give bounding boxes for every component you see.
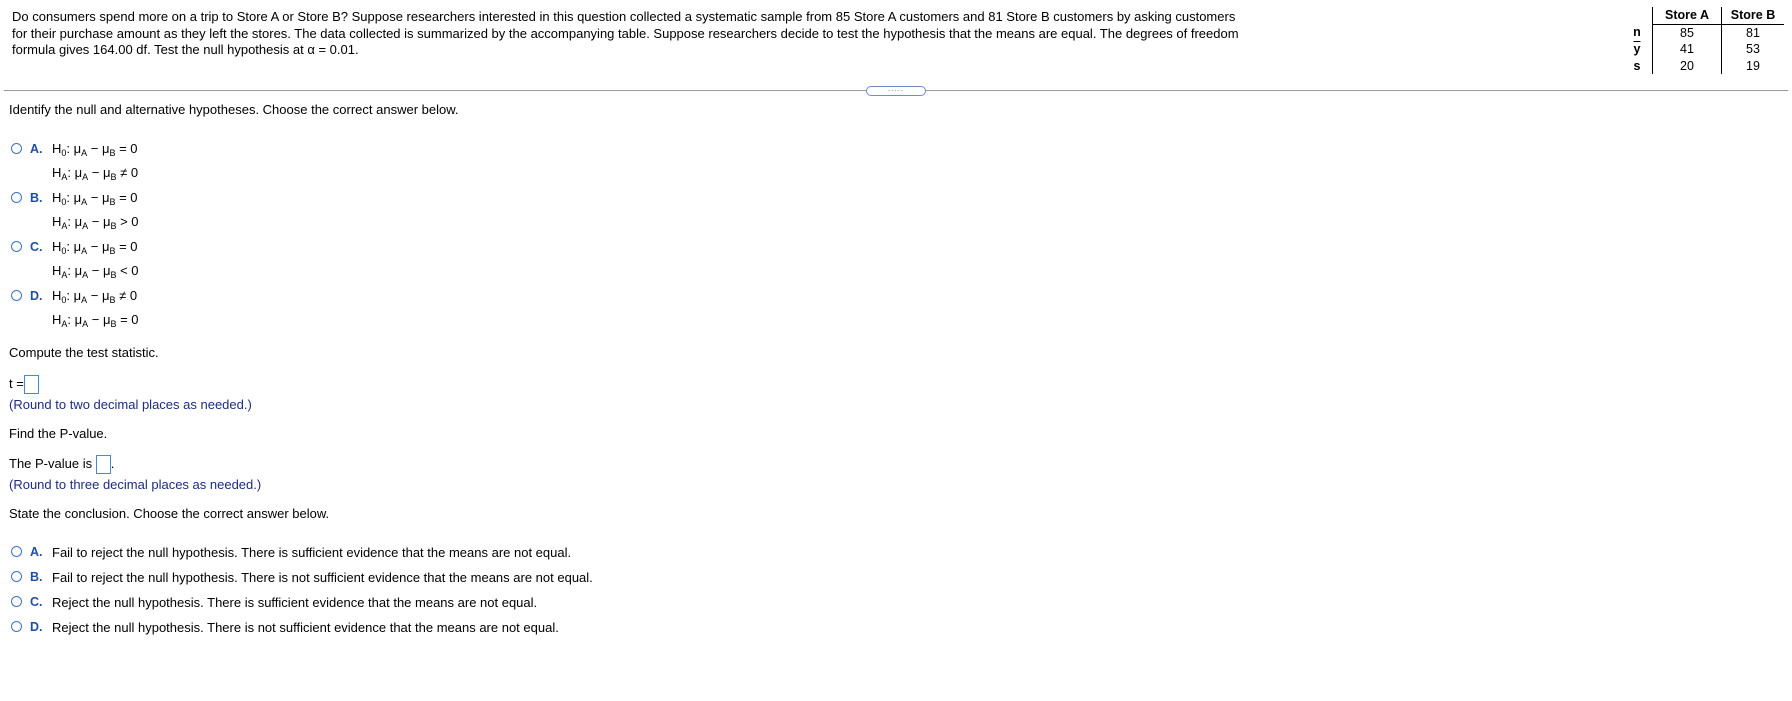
option-letter: A. <box>30 545 43 559</box>
header-store-a: Store A <box>1653 7 1722 24</box>
option-letter: D. <box>30 289 43 303</box>
p-value-input[interactable] <box>96 455 111 474</box>
option-letter: D. <box>30 620 43 634</box>
option-letter: B. <box>30 570 43 584</box>
alt-relation: < 0 <box>120 263 139 278</box>
q2-hint: (Round to two decimal places as needed.) <box>9 397 252 412</box>
problem-statement: Do consumers spend more on a trip to Store A or Store B? Suppose researchers interested in this question collected a systematic sample from 85 Store A customers and 81 Store B customers by asking customers for their purchase amount as they left the stores. The data collected is summarized by the accompanying table. Suppose researchers decide to test the hypothesis that the means are equal. The degrees of freedom formula gives 164.00 df. Test the null hypothesis at α = 0.01. <box>12 9 1239 57</box>
alt-relation: ≠ 0 <box>120 165 139 180</box>
summary-table <box>1622 7 1784 74</box>
t-stat-input[interactable] <box>24 375 39 394</box>
table-row <box>1622 41 1784 58</box>
option-letter: C. <box>30 595 43 609</box>
cell-b-s: 19 <box>1746 58 1760 73</box>
null-relation: = 0 <box>119 190 138 205</box>
t-stat-row <box>9 375 39 394</box>
q1-option-a[interactable] <box>11 142 138 187</box>
alt-relation: = 0 <box>120 312 139 327</box>
header-store-b: Store B <box>1722 7 1785 24</box>
cell-a-n: 85 <box>1653 24 1722 41</box>
q3-hint: (Round to three decimal places as needed.) <box>9 477 262 492</box>
radio-circle-icon[interactable] <box>11 143 22 154</box>
row-label-s: s <box>1622 58 1653 75</box>
q3-prompt: Find the P-value. <box>9 426 108 441</box>
q4-option-b[interactable] <box>11 570 593 585</box>
p-value-label: The P-value is <box>9 455 93 471</box>
q2-prompt: Compute the test statistic. <box>9 345 159 360</box>
q4-option-d[interactable] <box>11 620 559 635</box>
row-label-ybar: $\overline{y}$ <box>1622 41 1653 58</box>
null-relation: ≠ 0 <box>119 288 138 303</box>
q1-option-c[interactable] <box>11 240 139 285</box>
hypothesis-pair <box>52 237 139 285</box>
divider-grip-handle[interactable]: ..... <box>866 86 926 96</box>
radio-circle-icon[interactable] <box>11 290 22 301</box>
table-header-row <box>1622 7 1784 24</box>
hypothesis-pair <box>52 139 138 187</box>
radio-circle-icon[interactable] <box>11 241 22 252</box>
table-row <box>1622 58 1784 75</box>
option-letter: B. <box>30 191 43 205</box>
null-hypothesis: $H_0$: $\mu_A - \mu_B = 0$ <box>52 190 138 207</box>
hypothesis-pair <box>52 286 139 334</box>
radio-circle-icon[interactable] <box>11 192 22 203</box>
alt-hypothesis: $H_A$: $\mu_A - \mu_B < 0$ <box>52 263 139 280</box>
cell-a-s: 20 <box>1653 58 1722 75</box>
option-letter: A. <box>30 142 43 156</box>
option-text: Fail to reject the null hypothesis. There is sufficient evidence that the means are not equal. <box>52 545 572 560</box>
p-value-suffix: . <box>110 455 115 471</box>
radio-circle-icon[interactable] <box>11 596 22 607</box>
cell-a-ybar: 41 <box>1653 41 1722 58</box>
alt-hypothesis: $H_A$: $\mu_A - \mu_B = 0$ <box>52 312 139 329</box>
table-corner <box>1622 7 1653 24</box>
option-text: Reject the null hypothesis. There is sufficient evidence that the means are not equal. <box>52 595 538 610</box>
null-relation: = 0 <box>119 141 138 156</box>
null-relation: = 0 <box>119 239 138 254</box>
hypothesis-pair <box>52 188 139 236</box>
radio-circle-icon[interactable] <box>11 621 22 632</box>
q1-option-b[interactable] <box>11 191 139 236</box>
option-text: Reject the null hypothesis. There is not sufficient evidence that the means are not equal. <box>52 620 559 635</box>
radio-circle-icon[interactable] <box>11 546 22 557</box>
row-label-n: n <box>1622 24 1653 41</box>
p-value-row <box>9 455 114 474</box>
cell-b-n: 81 <box>1746 25 1760 40</box>
q4-prompt: State the conclusion. Choose the correct answer below. <box>9 506 330 521</box>
alt-hypothesis: $H_A$: $\mu_A - \mu_B \ne 0$ <box>52 165 139 182</box>
alt-relation: > 0 <box>120 214 139 229</box>
option-text: Fail to reject the null hypothesis. There is not sufficient evidence that the means are not equal. <box>52 570 593 585</box>
table-row <box>1622 24 1784 41</box>
option-letter: C. <box>30 240 43 254</box>
q1-option-d[interactable] <box>11 289 139 334</box>
q4-option-c[interactable] <box>11 595 537 610</box>
t-stat-label: t = <box>9 375 24 391</box>
alt-hypothesis: $H_A$: $\mu_A - \mu_B > 0$ <box>52 214 139 231</box>
null-hypothesis: $H_0$: $\mu_A - \mu_B \ne 0$ <box>52 288 138 305</box>
q1-prompt: Identify the null and alternative hypotheses. Choose the correct answer below. <box>9 102 459 117</box>
radio-circle-icon[interactable] <box>11 571 22 582</box>
null-hypothesis: $H_0$: $\mu_A - \mu_B = 0$ <box>52 239 138 256</box>
q4-option-a[interactable] <box>11 545 571 560</box>
cell-b-ybar: 53 <box>1746 42 1760 56</box>
null-hypothesis: $H_0$: $\mu_A - \mu_B = 0$ <box>52 141 138 158</box>
